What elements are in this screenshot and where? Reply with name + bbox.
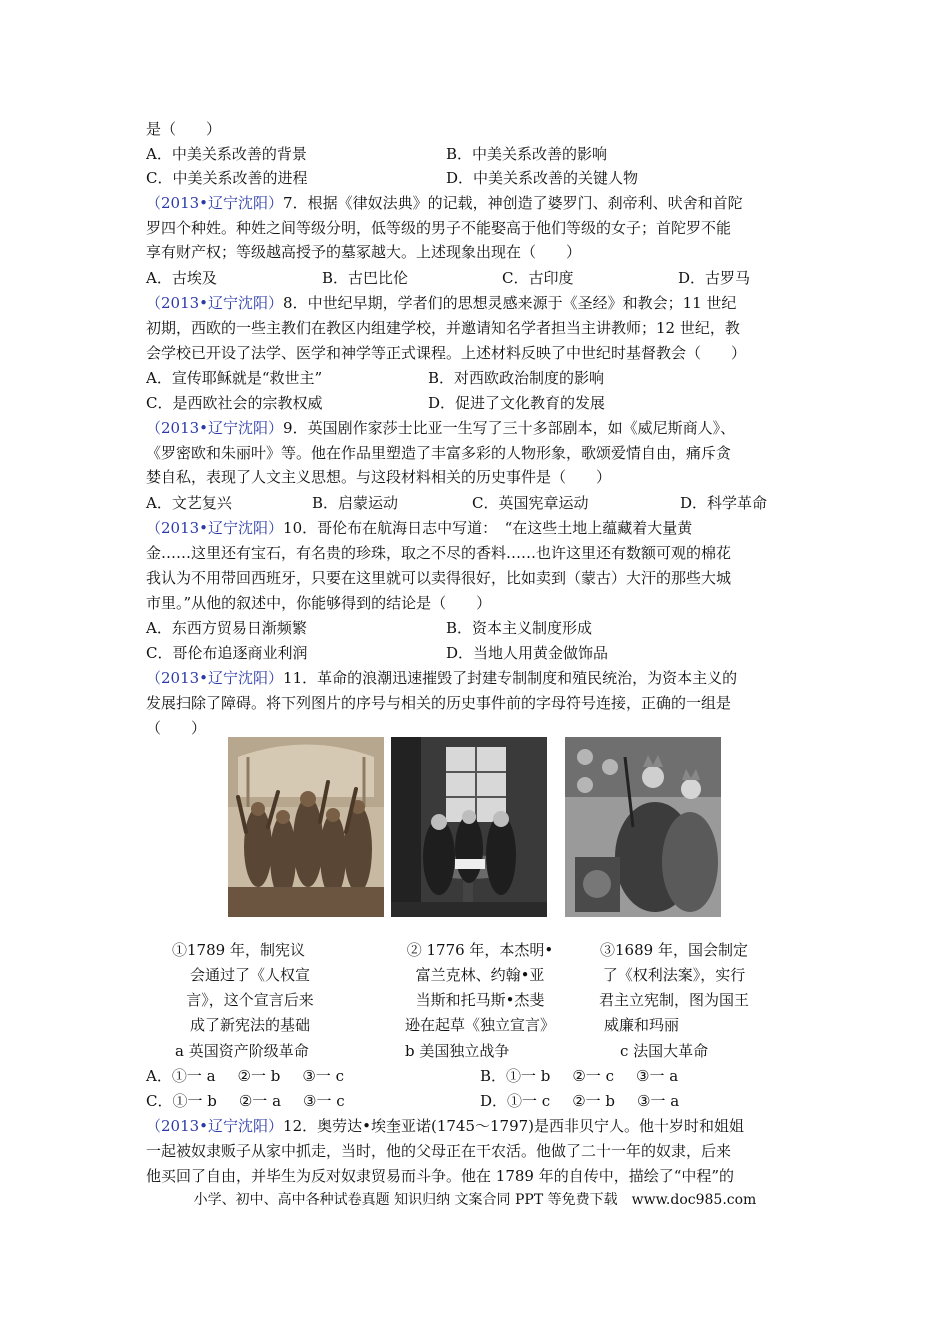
- event-a: a 英国资产阶级革命: [175, 1042, 309, 1060]
- q10-line-3: 我认为不用带回西班牙，只要在这里就可以卖得很好，比如卖到（蒙古）大汗的那些大城: [146, 569, 732, 587]
- q10-source: （2013•辽宁沈阳）: [146, 519, 284, 537]
- q6-option-b: B．中美关系改善的影响: [446, 145, 608, 163]
- event-c: c 法国大革命: [620, 1042, 709, 1060]
- q8-option-b: B．对西欧政治制度的影响: [428, 369, 605, 387]
- q9-option-c: C．英国宪章运动: [472, 494, 589, 512]
- q10-line-1: （2013•辽宁沈阳）10．哥伦布在航海日志中写道： “在这些土地上蕴藏着大量黄: [146, 519, 693, 537]
- q11-option-a: A．①一 a ②一 b ③一 c: [146, 1067, 344, 1085]
- caption-1: ①1789 年，制宪议 会通过了《人权宣 言》，这个宣言后来 成了新宪法的基础: [172, 941, 314, 1034]
- q8-line-3: 会学校已开设了法学、医学和神学等正式课程。上述材料反映了中世纪时基督教会（ ）: [146, 344, 747, 362]
- q11-option-d: D．①一 c ②一 b ③一 a: [480, 1092, 680, 1110]
- q8-line-1: （2013•辽宁沈阳）8．中世纪早期，学者们的思想灵感来源于《圣经》和教会；11 世纪: [146, 294, 737, 312]
- q9-line-3: 婪自私，表现了人文主义思想。与这段材料相关的历史事件是（ ）: [146, 468, 612, 486]
- q6-tail: 是（ ）: [146, 120, 222, 138]
- q7-option-b: B．古巴比伦: [322, 269, 409, 287]
- q11-option-c: C．①一 b ②一 a ③一 c: [146, 1092, 345, 1110]
- q10-option-a: A．东西方贸易日渐频繁: [146, 619, 307, 637]
- q6-option-c: C．中美关系改善的进程: [146, 169, 308, 187]
- q9-line-1: （2013•辽宁沈阳）9．英国剧作家莎士比亚一生写了三十多部剧本，如《威尼斯商人》、: [146, 419, 736, 437]
- q9-option-b: B．启蒙运动: [312, 494, 399, 512]
- q8-option-a: A．宣传耶稣就是“救世主”: [146, 369, 323, 387]
- q7-line-1: （2013•辽宁沈阳）7．根据《律奴法典》的记载，神创造了婆罗门、刹帝利、吠舍和首陀: [146, 194, 743, 212]
- q7-option-a: A．古埃及: [146, 269, 217, 287]
- page-footer: 小学、初中、高中各种试卷真题 知识归纳 文案合同 PPT 等免费下载 www.doc985.com: [193, 1192, 757, 1208]
- q9-line-2: 《罗密欧和朱丽叶》等。他在作品里塑造了丰富多彩的人物形象，歌颂爱情自由，痛斥贪: [146, 444, 732, 462]
- caption-3: ③1689 年，国会制定 了《权利法案》，实行 君主立宪制，图为国王 威廉和玛丽: [598, 941, 749, 1034]
- q9-option-d: D．科学革命: [680, 494, 768, 512]
- q11-line-3: （ ）: [146, 719, 207, 737]
- declaration-drafting-image: [391, 737, 547, 917]
- q11-line-2: 发展扫除了障碍。将下列图片的序号与相关的历史事件前的字母符号连接，正确的一组是: [146, 694, 732, 712]
- q6-option-a: A．中美关系改善的背景: [146, 145, 307, 163]
- q12-line-1: （2013•辽宁沈阳）12．奥劳达•埃奎亚诺(1745～1797)是西非贝宁人。他十岁时和姐姐: [146, 1117, 745, 1135]
- q10-option-d: D．当地人用黄金做饰品: [446, 644, 609, 662]
- q12-source: （2013•辽宁沈阳）: [146, 1117, 284, 1135]
- q7-line-2: 罗四个种姓。种姓之间等级分明，低等级的男子不能娶高于他们等级的女子；首陀罗不能: [146, 219, 732, 237]
- q6-option-d: D．中美关系改善的关键人物: [446, 169, 639, 187]
- q10-option-b: B．资本主义制度形成: [446, 619, 593, 637]
- q10-option-c: C．哥伦布追逐商业利润: [146, 644, 308, 662]
- q12-line-2: 一起被奴隶贩子从家中抓走，当时，他的父母正在干农活。他做了二十一年的奴隶，后来: [146, 1142, 732, 1160]
- tennis-court-oath-image: [228, 737, 384, 917]
- caption-2: ② 1776 年，本杰明• 富兰克林、约翰•亚 当斯和托马斯•杰斐 逊在起草《独立宣言》: [404, 941, 555, 1034]
- william-and-mary-image: [565, 737, 721, 917]
- q8-line-2: 初期，西欧的一些主教们在教区内组建学校，并邀请知名学者担当主讲教师；12 世纪，教: [146, 319, 740, 337]
- q11-line-1: （2013•辽宁沈阳）11．革命的浪潮迅速摧毁了封建专制制度和殖民统治，为资本主义的: [146, 669, 738, 687]
- q7-line-3: 享有财产权；等级越高授予的墓冢越大。上述现象出现在（ ）: [146, 243, 582, 261]
- q9-option-a: A．文艺复兴: [146, 494, 232, 512]
- q10-line-2: 金……这里还有宝石，有名贵的珍珠，取之不尽的香料……也许这里还有数额可观的棉花: [146, 544, 732, 562]
- q11-option-b: B．①一 b ②一 c ③一 a: [480, 1067, 679, 1085]
- q11-source: （2013•辽宁沈阳）: [146, 669, 284, 687]
- q7-source: （2013•辽宁沈阳）: [146, 194, 284, 212]
- q12-line-3: 他买回了自由，并毕生为反对奴隶贸易而斗争。他在 1789 年的自传中，描绘了“中程”的: [146, 1167, 735, 1185]
- q7-option-d: D．古罗马: [678, 269, 751, 287]
- q10-line-4: 市里。”从他的叙述中，你能够得到的结论是（ ）: [146, 594, 492, 612]
- q8-option-d: D．促进了文化教育的发展: [428, 394, 606, 412]
- q8-source: （2013•辽宁沈阳）: [146, 294, 284, 312]
- event-b: b 美国独立战争: [405, 1042, 510, 1060]
- q9-source: （2013•辽宁沈阳）: [146, 419, 284, 437]
- q8-option-c: C．是西欧社会的宗教权威: [146, 394, 323, 412]
- q7-option-c: C．古印度: [502, 269, 574, 287]
